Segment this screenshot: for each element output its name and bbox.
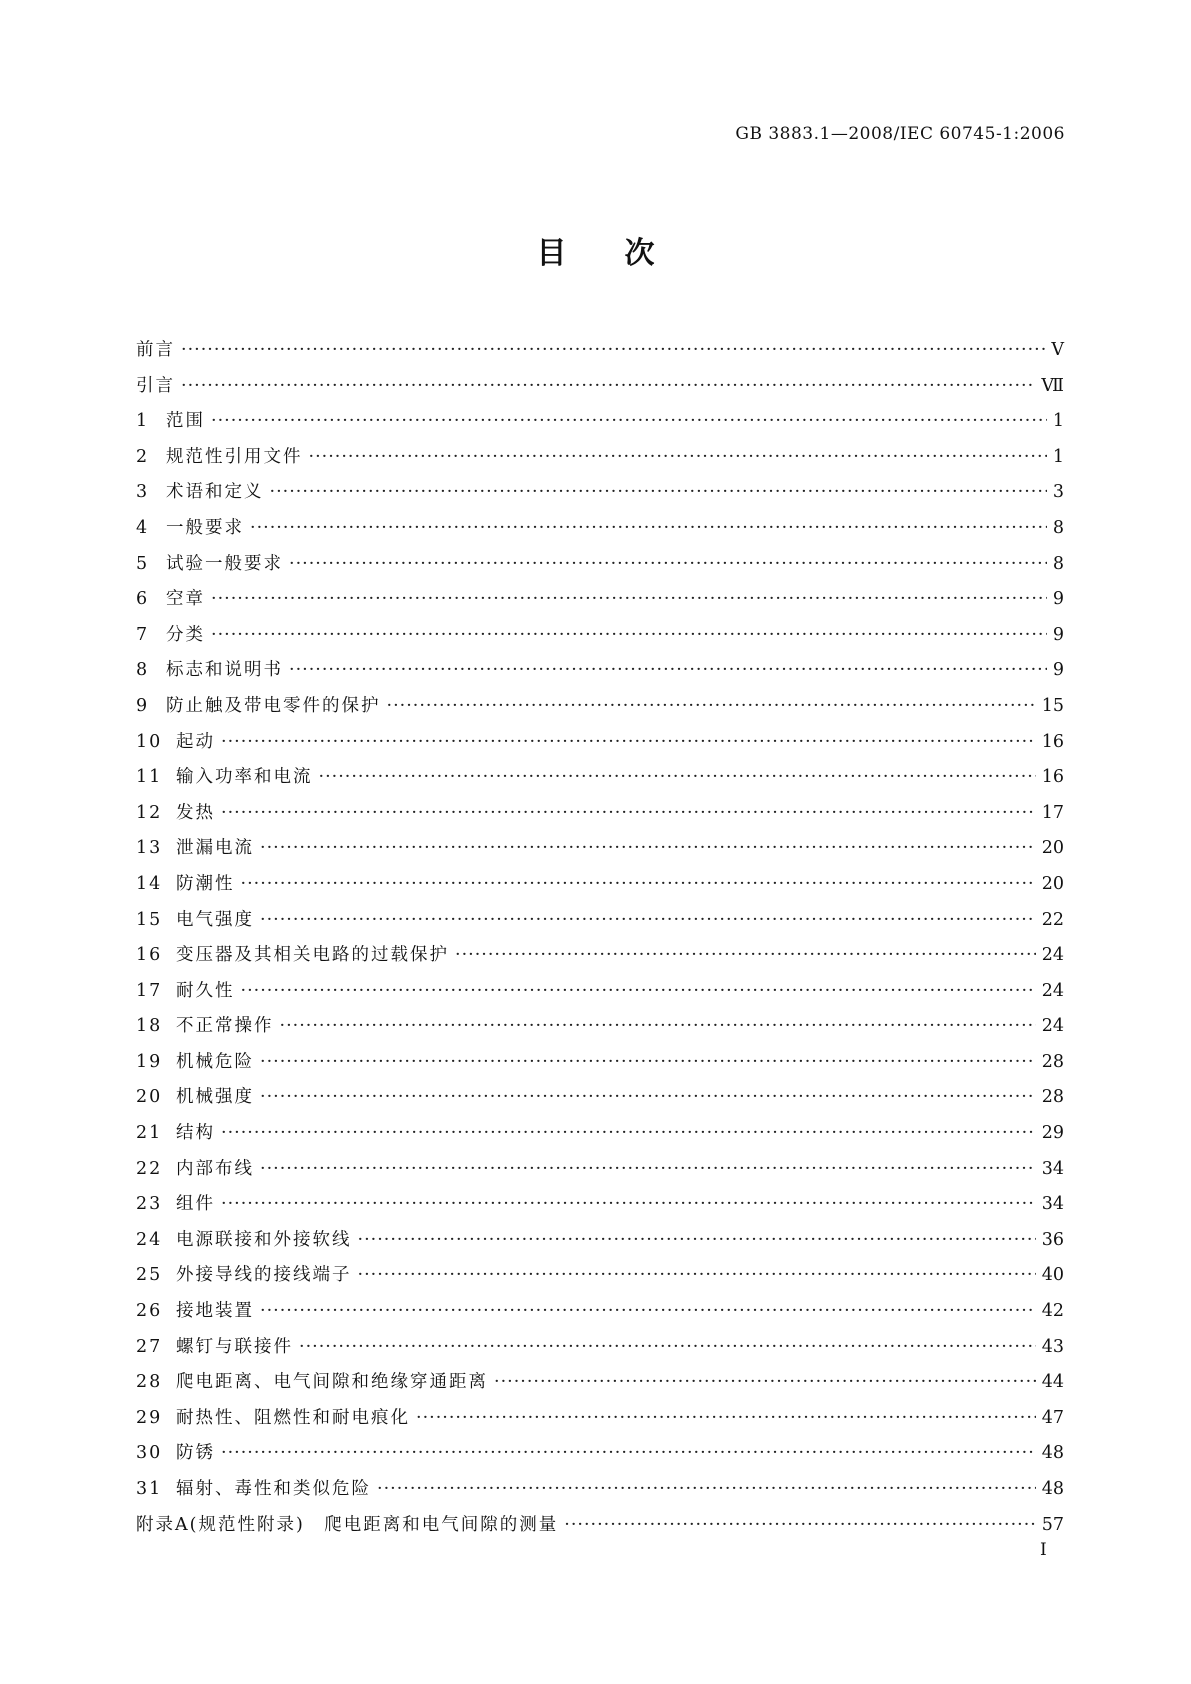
toc-leader-dots [211, 589, 1047, 609]
toc-entry-label: 防潮性 [176, 873, 235, 894]
toc-entry[interactable] [136, 1475, 1064, 1511]
toc-entry-number: 7 [136, 624, 150, 645]
toc-entry[interactable] [136, 1048, 1064, 1084]
toc-entry-label: 爬电距离、电气间隙和绝缘穿通距离 [176, 1372, 488, 1393]
toc-entry[interactable] [136, 514, 1064, 550]
toc-entry-number: 19 [136, 1051, 163, 1072]
toc-entry-label: 范围 [166, 411, 205, 432]
toc-entry-number: 4 [136, 517, 150, 538]
toc-entry[interactable] [136, 478, 1064, 514]
toc-entry[interactable] [136, 1083, 1064, 1119]
toc-entry-number: 22 [136, 1158, 163, 1179]
toc-leader-dots [299, 1337, 1036, 1357]
toc-entry-label: 发热 [176, 802, 215, 823]
toc-entry[interactable] [136, 1297, 1064, 1333]
toc-entry[interactable] [136, 906, 1064, 942]
toc-entry-page: 16 [1041, 731, 1064, 752]
toc-entry[interactable] [136, 1333, 1064, 1369]
toc-entry-number: 11 [136, 767, 163, 788]
toc-leader-dots [221, 1443, 1036, 1463]
toc-leader-dots [358, 1230, 1036, 1250]
toc-entry-number: 17 [136, 980, 163, 1001]
toc-entry[interactable] [136, 1511, 1064, 1547]
toc-leader-dots [387, 696, 1036, 716]
toc-entry[interactable] [136, 550, 1064, 586]
toc-leader-dots [241, 981, 1036, 1001]
toc-entry-page: 17 [1041, 802, 1064, 823]
toc-entry[interactable] [136, 1226, 1064, 1262]
toc-entry-page: Ⅶ [1041, 375, 1064, 396]
toc-leader-dots [260, 1087, 1036, 1107]
toc-entry-number: 23 [136, 1194, 163, 1215]
toc-entry-label: 接地装置 [176, 1301, 254, 1322]
toc-leader-dots [358, 1265, 1036, 1285]
toc-entry-page: 47 [1041, 1407, 1064, 1428]
toc-entry-number: 2 [136, 446, 150, 467]
toc-entry-label: 输入功率和电流 [176, 767, 313, 788]
toc-entry-page: 43 [1041, 1336, 1064, 1357]
toc-leader-dots [250, 518, 1047, 538]
toc-leader-dots [241, 874, 1036, 894]
toc-entry[interactable] [136, 1404, 1064, 1440]
toc-entry-page: 24 [1041, 1016, 1064, 1037]
standard-code: GB 3883.1—2008/IEC 60745-1:2006 [735, 124, 1065, 144]
toc-entry[interactable] [136, 1155, 1064, 1191]
toc-leader-dots [221, 803, 1036, 823]
toc-entry-page: 57 [1041, 1514, 1064, 1535]
toc-leader-dots [289, 554, 1047, 574]
toc-entry-page: 24 [1041, 945, 1064, 966]
toc-leader-dots [181, 376, 1035, 396]
toc-entry[interactable] [136, 585, 1064, 621]
toc-leader-dots [280, 1016, 1036, 1036]
toc-entry-number: 26 [136, 1301, 163, 1322]
toc-entry-label: 电源联接和外接软线 [176, 1229, 352, 1250]
toc-entry-page: 36 [1041, 1229, 1064, 1250]
toc-entry-page: 48 [1041, 1479, 1064, 1499]
toc-entry[interactable] [136, 1119, 1064, 1155]
toc-entry[interactable] [136, 336, 1064, 372]
toc-leader-dots [319, 767, 1036, 787]
toc-entry-page: 1 [1052, 411, 1064, 432]
toc-leader-dots [211, 411, 1047, 431]
toc-entry-label: 防止触及带电零件的保护 [166, 695, 381, 716]
toc-entry[interactable] [136, 1190, 1064, 1226]
toc-entry-label: 不正常操作 [176, 1016, 274, 1037]
toc-entry[interactable] [136, 763, 1064, 799]
toc-leader-dots [260, 838, 1036, 858]
toc-leader-dots [564, 1515, 1035, 1535]
toc-entry-page: 28 [1041, 1087, 1064, 1108]
toc-entry-number: 13 [136, 838, 163, 859]
toc-entry-label: 变压器及其相关电路的过载保护 [176, 945, 449, 966]
toc-entry-label: 附录A(规范性附录) 爬电距离和电气间隙的测量 [136, 1514, 559, 1535]
toc-entry-number: 3 [136, 482, 150, 503]
toc-entry-number: 21 [136, 1123, 163, 1144]
toc-leader-dots [260, 1301, 1036, 1321]
toc-entry-page: 34 [1041, 1194, 1064, 1215]
toc-entry-number: 31 [136, 1479, 163, 1499]
toc-leader-dots [416, 1408, 1036, 1428]
toc-entry-page: 8 [1052, 553, 1064, 574]
toc-entry-page: 3 [1052, 482, 1064, 503]
toc-entry-page: 20 [1041, 873, 1064, 894]
toc-entry-number: 8 [136, 660, 150, 681]
toc-leader-dots [455, 945, 1036, 965]
toc-entry[interactable] [136, 1261, 1064, 1297]
toc-entry-number: 16 [136, 945, 163, 966]
toc-entry-page: 9 [1052, 589, 1064, 610]
toc-entry-label: 辐射、毒性和类似危险 [176, 1479, 371, 1499]
toc-entry-number: 24 [136, 1229, 163, 1250]
toc-entry[interactable] [136, 1439, 1064, 1475]
toc-entry-label: 防锈 [176, 1443, 215, 1464]
toc-entry-number: 30 [136, 1443, 163, 1464]
toc-entry-number: 25 [136, 1265, 163, 1286]
toc-entry-label: 结构 [176, 1123, 215, 1144]
toc-entry-number: 6 [136, 589, 150, 610]
footer-page-number: I [1040, 1540, 1047, 1560]
toc-entry-number: 20 [136, 1087, 163, 1108]
page-title: 目次 [536, 236, 713, 271]
toc-entry-label: 耐久性 [176, 980, 235, 1001]
toc-entry[interactable] [136, 443, 1064, 479]
toc-leader-dots [221, 1123, 1036, 1143]
toc-leader-dots [260, 910, 1036, 930]
toc-entry-label: 术语和定义 [166, 482, 264, 503]
toc-entry[interactable] [136, 372, 1064, 408]
toc-leader-dots [260, 1159, 1036, 1179]
toc-entry[interactable] [136, 977, 1064, 1013]
toc-entry-page: 34 [1041, 1158, 1064, 1179]
toc-entry-label: 标志和说明书 [166, 660, 283, 681]
toc-entry[interactable] [136, 656, 1064, 692]
toc-entry-page: 8 [1052, 517, 1064, 538]
toc-leader-dots [221, 1194, 1036, 1214]
toc-entry[interactable] [136, 407, 1064, 443]
toc-entry-number: 9 [136, 695, 150, 716]
toc-entry-label: 机械危险 [176, 1051, 254, 1072]
toc-entry-page: 29 [1041, 1123, 1064, 1144]
toc-entry[interactable] [136, 799, 1064, 835]
toc-entry[interactable] [136, 692, 1064, 728]
toc-entry-number: 28 [136, 1372, 163, 1393]
toc-entry-number: 14 [136, 873, 163, 894]
toc-entry[interactable] [136, 834, 1064, 870]
toc-entry-page: Ⅴ [1051, 340, 1064, 360]
toc-entry-label: 机械强度 [176, 1087, 254, 1108]
toc-entry-label: 前言 [136, 340, 175, 360]
toc-leader-dots [260, 1052, 1036, 1072]
toc-entry[interactable] [136, 941, 1064, 977]
toc-entry-page: 15 [1041, 695, 1064, 716]
toc-entry-number: 15 [136, 909, 163, 930]
toc-entry[interactable] [136, 870, 1064, 906]
toc-leader-dots [270, 482, 1047, 502]
toc-entry-page: 20 [1041, 838, 1064, 859]
toc-entry-number: 1 [136, 411, 150, 432]
toc-entry-number: 18 [136, 1016, 163, 1037]
toc-entry[interactable] [136, 1368, 1064, 1404]
toc-entry-label: 耐热性、阻燃性和耐电痕化 [176, 1407, 410, 1428]
toc-entry-label: 组件 [176, 1194, 215, 1215]
toc-entry-label: 电气强度 [176, 909, 254, 930]
toc-entry-label: 试验一般要求 [166, 553, 283, 574]
toc-entry-label: 外接导线的接线端子 [176, 1265, 352, 1286]
toc-entry-number: 12 [136, 802, 163, 823]
toc-entry-label: 规范性引用文件 [166, 446, 303, 467]
toc-entry-page: 1 [1052, 446, 1064, 467]
toc-entry-label: 泄漏电流 [176, 838, 254, 859]
toc-entry-label: 内部布线 [176, 1158, 254, 1179]
toc-entry-page: 40 [1041, 1265, 1064, 1286]
toc-entry-page: 9 [1052, 660, 1064, 681]
toc-entry-page: 28 [1041, 1051, 1064, 1072]
toc-entry-number: 10 [136, 731, 163, 752]
toc-entry-number: 29 [136, 1407, 163, 1428]
toc-entry-label: 空章 [166, 589, 205, 610]
toc-leader-dots [377, 1479, 1036, 1499]
toc-leader-dots [309, 447, 1047, 467]
toc-leader-dots [211, 625, 1047, 645]
toc-entry-page: 9 [1052, 624, 1064, 645]
toc-leader-dots [289, 660, 1047, 680]
table-of-contents [136, 336, 1064, 1546]
toc-entry-page: 16 [1041, 767, 1064, 788]
toc-leader-dots [181, 340, 1045, 360]
toc-entry-page: 22 [1041, 909, 1064, 930]
toc-entry-label: 螺钉与联接件 [176, 1336, 293, 1357]
toc-leader-dots [221, 732, 1036, 752]
toc-entry-label: 起动 [176, 731, 215, 752]
toc-entry-number: 5 [136, 553, 150, 574]
toc-entry[interactable] [136, 1012, 1064, 1048]
toc-entry-label: 一般要求 [166, 517, 244, 538]
toc-entry-label: 引言 [136, 375, 175, 396]
toc-leader-dots [494, 1372, 1036, 1392]
toc-entry-label: 分类 [166, 624, 205, 645]
toc-entry[interactable] [136, 621, 1064, 657]
toc-entry-page: 44 [1041, 1372, 1064, 1393]
toc-entry-page: 42 [1041, 1301, 1064, 1322]
toc-entry[interactable] [136, 728, 1064, 764]
toc-entry-page: 24 [1041, 980, 1064, 1001]
toc-entry-page: 48 [1041, 1443, 1064, 1464]
toc-entry-number: 27 [136, 1336, 163, 1357]
